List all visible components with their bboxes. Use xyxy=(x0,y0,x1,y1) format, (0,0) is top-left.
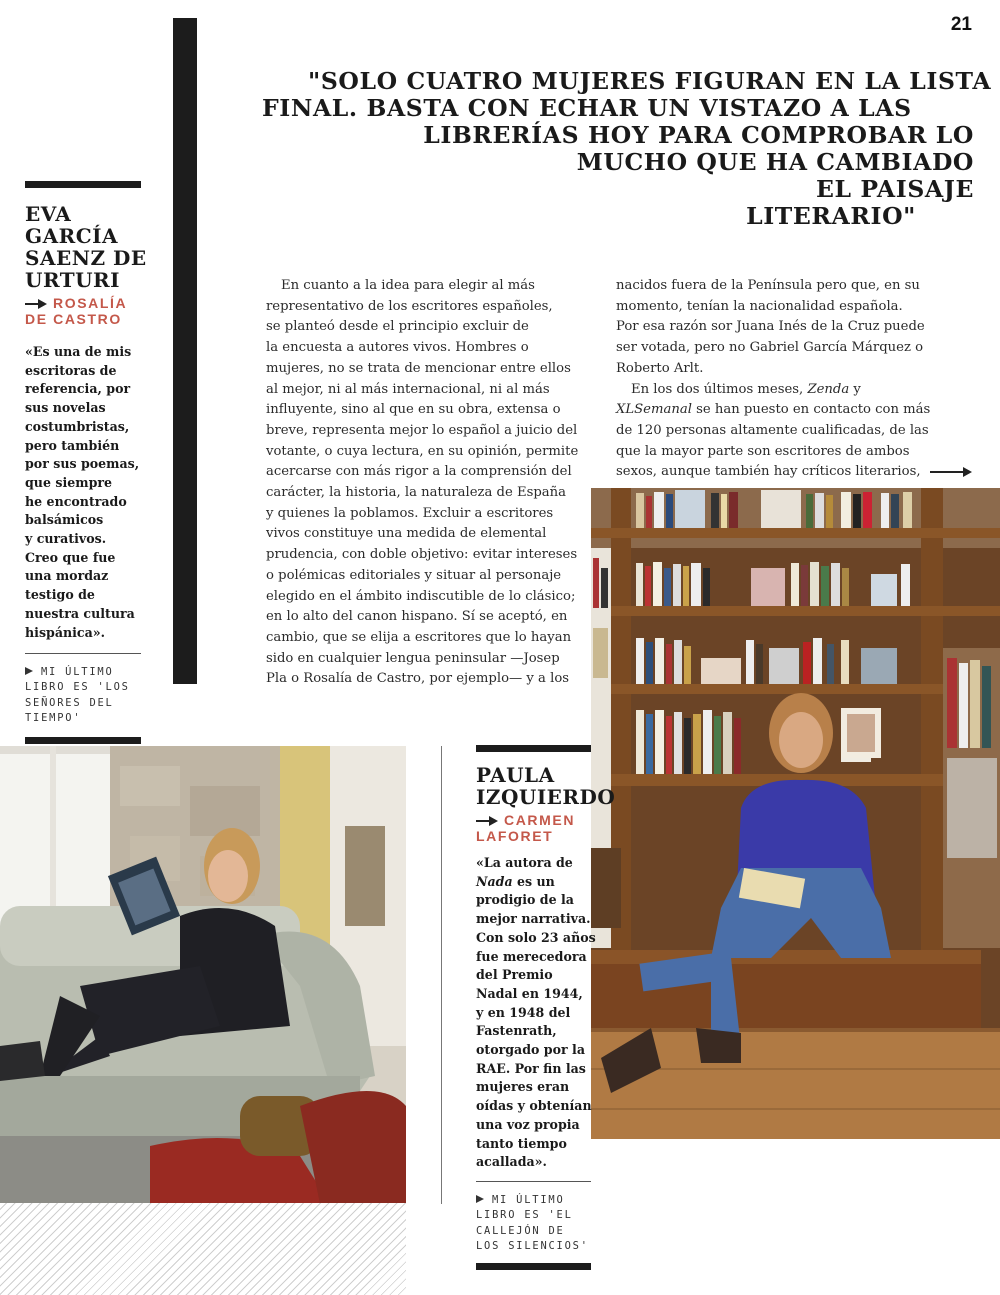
paula-quote-line: Nadal en 1944, xyxy=(476,985,583,1001)
paula-pick-line: LAFORET xyxy=(476,828,554,844)
body-line: Roberto Arlt. xyxy=(616,360,704,376)
body-line: carácter, la historia, la naturaleza de España xyxy=(266,485,567,501)
body-line xyxy=(616,400,974,421)
eva-name-line: EVA xyxy=(25,202,72,226)
paula-quote-line: prodigio de la xyxy=(476,892,574,908)
eva-thin-rule xyxy=(25,653,141,654)
eva-latest-book xyxy=(25,665,130,726)
pull-quote-line: EL PAISAJE xyxy=(815,175,974,203)
body-text: y xyxy=(849,381,861,397)
paula-top-rule xyxy=(476,745,591,752)
paula-book-line: MI ÚLTIMO xyxy=(492,1194,565,1206)
eva-quote-line: referencia, por xyxy=(25,381,131,397)
body-line: que la mayor parte son escritores de ambos xyxy=(616,443,910,459)
paula-quote-line: mujeres eran xyxy=(476,1079,570,1095)
eva-quote-line: testigo de xyxy=(25,587,95,603)
body-line: elegido en el ámbito indiscutible de lo clásico; xyxy=(266,588,576,604)
paula-quote-line: fue merecedora xyxy=(476,948,587,964)
eva-bottom-rule xyxy=(25,737,141,744)
eva-quote-line: costumbristas, xyxy=(25,418,130,434)
paula-quote-line: Fastenrath, xyxy=(476,1023,557,1039)
arrow-right-icon xyxy=(25,299,47,309)
eva-quote-line: hispánica». xyxy=(25,624,106,640)
body-italic: Zenda xyxy=(807,381,850,397)
paula-quote-line: del Premio xyxy=(476,967,553,983)
paula-quote xyxy=(476,854,596,1172)
pull-quote-line: LITERARIO" xyxy=(746,202,916,230)
paula-latest-book xyxy=(476,1193,589,1254)
body-line: representativo de los escritores españoles, xyxy=(266,298,553,314)
body-line: prudencia, con doble objetivo: evitar intereses xyxy=(266,547,578,563)
paula-quote-line: y en 1948 del xyxy=(476,1004,571,1020)
eva-book-line: TIEMPO' xyxy=(25,711,82,724)
eva-quote-line: Creo que fue xyxy=(25,549,116,565)
paula-quote-line: RAE. Por fin las xyxy=(476,1060,586,1076)
body-line: En cuanto a la idea para elegir al más xyxy=(281,278,535,293)
pull-quote-line: "SOLO CUATRO MUJERES FIGURAN EN LA LISTA xyxy=(308,67,992,95)
paula-quote-line: mejor narrativa. xyxy=(476,911,591,927)
body-line: sido en cualquier lengua peninsular —Josep xyxy=(266,650,560,666)
eva-name-line: SAENZ DE xyxy=(25,246,147,270)
eva-quote-line: «Es una de mis xyxy=(25,344,132,359)
decorative-vertical-bar xyxy=(173,18,197,684)
paula-book-line: CALLEJÓN DE xyxy=(476,1224,565,1237)
eva-quote-line: que siempre xyxy=(25,474,113,490)
body-line: mujeres, no se trata de mencionar entre ellos xyxy=(266,360,571,376)
body-line: momento, tenían la nacionalidad española. xyxy=(616,298,903,314)
eva-book-line: SEÑORES DEL xyxy=(25,696,114,709)
eva-quote-line: balsámicos xyxy=(25,512,104,528)
body-line: se planteó desde el principio excluir de xyxy=(266,319,529,335)
body-text: sexos, aunque también hay críticos literarios, xyxy=(616,464,921,480)
body-line: nacidos fuera de la Península pero que, en su xyxy=(616,278,920,293)
paula-quote-line: oídas y obtenían xyxy=(476,1098,592,1114)
paula-bottom-rule xyxy=(476,1263,591,1270)
triangle-bullet-icon xyxy=(25,667,33,675)
arrow-right-icon xyxy=(476,816,498,826)
body-column-1 xyxy=(266,276,586,690)
eva-quote-line: y curativos. xyxy=(25,531,107,547)
triangle-bullet-icon xyxy=(476,1195,484,1203)
body-line: Por esa razón sor Juana Inés de la Cruz puede xyxy=(616,319,925,335)
page-number: 21 xyxy=(950,14,972,35)
body-line: votante, o cuya lectura, en su opinión, permite xyxy=(266,443,579,459)
paula-quote-italic: Nada xyxy=(476,873,513,889)
eva-quote-line: sus novelas xyxy=(25,400,106,416)
body-line: acercarse con más rigor a la comprensión del xyxy=(266,464,572,480)
body-line: cambio, que se elija a escritores que lo hayan xyxy=(266,629,572,645)
body-line: influyente, sino al que en su obra, extensa o xyxy=(266,402,561,418)
paula-name xyxy=(476,764,615,808)
paula-quote-line xyxy=(476,873,596,892)
eva-book-line: MI ÚLTIMO xyxy=(41,666,114,678)
paula-name-line: PAULA xyxy=(476,763,555,787)
body-line: breve, representa mejor lo español a juicio del xyxy=(266,422,578,438)
eva-name xyxy=(25,203,147,291)
pull-quote-line: FINAL. BASTA CON ECHAR UN VISTAZO A LAS xyxy=(262,94,912,122)
paula-quote-line: una voz propia xyxy=(476,1116,580,1132)
pull-quote xyxy=(262,67,992,230)
paula-book-line: LOS SILENCIOS' xyxy=(476,1239,589,1252)
eva-quote-line: pero también xyxy=(25,437,120,453)
paula-photo xyxy=(591,488,1000,1139)
eva-top-rule xyxy=(25,181,141,188)
photo-sofa-illustration xyxy=(0,746,406,1204)
eva-quote-line: he encontrado xyxy=(25,493,127,509)
pull-quote-line: LIBRERÍAS HOY PARA COMPROBAR LO xyxy=(423,121,974,149)
paula-quote-text: es un xyxy=(512,873,555,889)
body-line: al mejor, ni al más internacional, ni al más xyxy=(266,381,550,397)
eva-book-line: LIBRO ES 'LOS xyxy=(25,681,130,694)
body-line: ser votada, pero no Gabriel García Márquez o xyxy=(616,340,924,356)
paula-thin-rule xyxy=(476,1181,591,1182)
eva-name-line: GARCÍA xyxy=(25,224,119,248)
pull-quote-line: MUCHO QUE HA CAMBIADO xyxy=(576,148,974,176)
paula-quote-line: tanto tiempo xyxy=(476,1135,567,1151)
eva-quote-line: una mordaz xyxy=(25,568,109,584)
body-line xyxy=(616,380,974,401)
continue-arrow-icon xyxy=(930,467,972,477)
eva-pick xyxy=(25,295,127,327)
paula-quote-line: otorgado por la xyxy=(476,1042,585,1058)
body-italic: XLSemanal xyxy=(616,402,692,418)
eva-photo xyxy=(0,746,406,1204)
body-line: o polémicas editoriales y situar al personaje xyxy=(266,567,562,583)
eva-quote-line: por sus poemas, xyxy=(25,456,140,472)
body-text: se han puesto en contacto con más xyxy=(691,402,931,418)
body-line: vivos constituye una medida de elemental xyxy=(266,526,547,542)
body-column-2 xyxy=(616,276,974,483)
paula-pick-line: CARMEN xyxy=(504,812,576,828)
eva-quote-line: escritoras de xyxy=(25,362,117,378)
paula-book-line: LIBRO ES 'EL xyxy=(476,1209,573,1222)
paula-pick xyxy=(476,812,575,844)
body-line xyxy=(616,462,974,483)
eva-quote xyxy=(25,343,139,642)
eva-quote-line: nuestra cultura xyxy=(25,605,135,621)
body-text: En los dos últimos meses, xyxy=(631,381,808,397)
body-line: y quienes la poblamos. Excluir a escritores xyxy=(266,505,554,521)
eva-pick-line: ROSALÍA xyxy=(53,295,128,311)
paula-quote-line: acallada». xyxy=(476,1154,547,1170)
paula-quote-line: «La autora de xyxy=(476,855,573,870)
eva-name-line: URTURI xyxy=(25,268,121,292)
paula-name-line: IZQUIERDO xyxy=(476,785,616,809)
paula-quote-line: Con solo 23 años xyxy=(476,929,596,945)
photo-bookshelf-illustration xyxy=(591,488,1000,1139)
body-line: en lo alto del canon hispano. Sí se aceptó, en xyxy=(266,609,568,625)
body-line: Pla o Rosalía de Castro, por ejemplo— y a los xyxy=(266,671,570,687)
column-divider-line xyxy=(441,746,442,1204)
body-line: de 120 personas altamente cualificadas, de las xyxy=(616,422,929,438)
eva-pick-line: DE CASTRO xyxy=(25,311,122,327)
body-line: la encuesta a autores vivos. Hombres o xyxy=(266,340,529,356)
decorative-hatch-pattern xyxy=(0,1203,406,1295)
